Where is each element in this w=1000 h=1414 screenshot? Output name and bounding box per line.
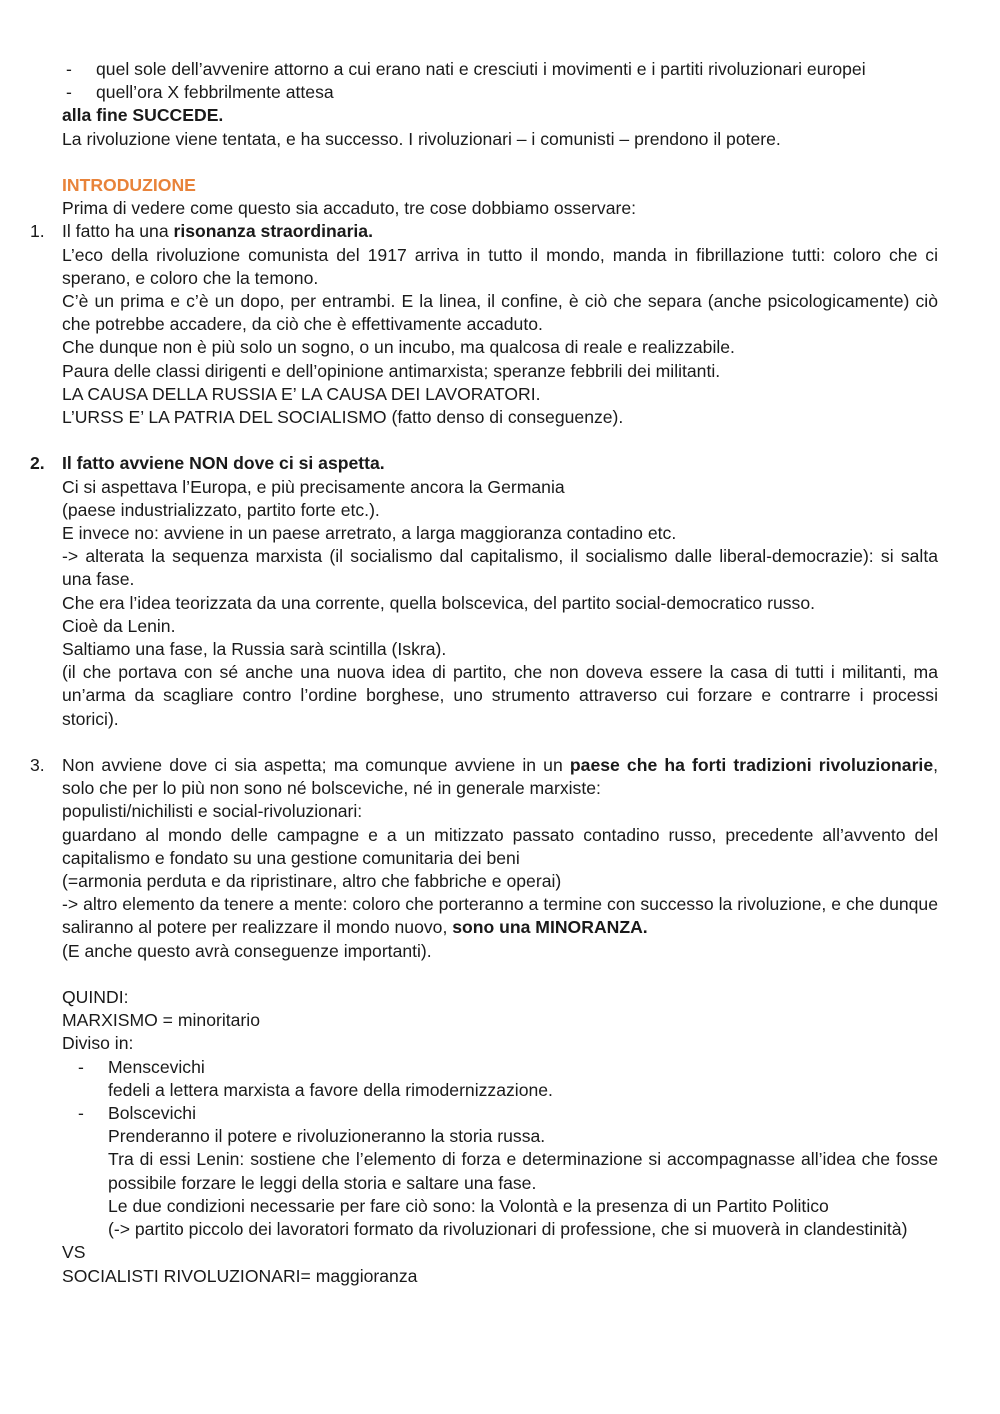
point-1-line: LA CAUSA DELLA RUSSIA E’ LA CAUSA DEI LAVORATORI.: [62, 383, 541, 404]
bullet-dash: -: [66, 59, 72, 79]
section-heading: INTRODUZIONE: [62, 175, 196, 195]
intro-bold: alla fine SUCCEDE.: [62, 105, 224, 126]
point-lead-bold: Il fatto avviene NON dove ci si aspetta.: [62, 453, 385, 474]
intro-line: La rivoluzione viene tentata, e ha successo. I rivoluzionari – i comunisti – prendono il potere.: [62, 128, 781, 149]
point-2-line: -> alterata la sequenza marxista (il socialismo dal capitalismo, il socialismo dalle liberal-democrazie): si salta una fase.: [62, 546, 938, 590]
bolscevichi-item: [78, 1102, 938, 1125]
menscevichi-item: [78, 1056, 938, 1079]
point-2-line: Cioè da Lenin.: [62, 615, 176, 636]
point-3-line: populisti/nichilisti e social-rivoluzionari:: [62, 801, 363, 822]
point-1-line: Paura delle classi dirigenti e dell’opinione antimarxista; speranze febbrili dei militanti.: [62, 360, 721, 381]
point-lead-bold: paese che ha forti tradizioni rivoluzionarie: [569, 755, 934, 776]
point-2: [30, 452, 938, 475]
bullet-text: quell’ora X febbrilmente attesa: [96, 82, 334, 103]
summary-marxismo: MARXISMO = minoritario: [62, 1010, 260, 1031]
bullet-text: quel sole dell’avvenire attorno a cui erano nati e cresciuti i movimenti e i partiti rivoluzionari europei: [96, 59, 866, 79]
point-2-line: (paese industrializzato, partito forte etc.).: [62, 499, 380, 520]
point-number: 1.: [30, 221, 45, 242]
point-lead-tail: , solo che per lo più non sono né bolsceviche, né in generale marxiste:: [62, 755, 938, 799]
intro-bold-line: [62, 104, 938, 127]
point-lead: Non avviene dove ci sia aspetta; ma comunque avviene in un: [62, 755, 570, 776]
bullet-dash: -: [66, 82, 72, 103]
menscevichi-title: Menscevichi: [108, 1056, 205, 1077]
bolscevichi-line: Le due condizioni necessarie per fare ciò sono: la Volontà e la presenza di un Partito Politico: [108, 1195, 829, 1216]
bullet-dash: -: [78, 1056, 84, 1077]
point-2-line: Saltiamo una fase, la Russia sarà scintilla (Iskra).: [62, 639, 447, 660]
point-3: [30, 754, 938, 800]
point-1-line: L’eco della rivoluzione comunista del 1917 arriva in tutto il mondo, manda in fibrillazione tutti: coloro che ci sperano, e coloro che la temono.: [62, 244, 938, 288]
bolscevichi-line: (-> partito piccolo dei lavoratori formato da rivoluzionari di professione, che si muoverà in clandestinità): [108, 1219, 908, 1240]
point-1: [30, 220, 938, 243]
menscevichi-desc: fedeli a lettera marxista a favore della rimodernizzazione.: [108, 1079, 553, 1100]
arrow-text: -> altro elemento da tenere a mente: coloro che porteranno a termine con successo la rivoluzione, e che dunque saliranno al potere per realizzare il mondo nuovo,: [62, 894, 938, 938]
summary-socialisti: SOCIALISTI RIVOLUZIONARI= maggioranza: [62, 1265, 418, 1286]
point-1-line: C’è un prima e c’è un dopo, per entrambi. E la linea, il confine, è ciò che separa (anche psicologicamente) ciò che potrebbe accadere, da ciò che è effettivamente accaduto.: [62, 291, 938, 335]
summary-diviso: Diviso in:: [62, 1033, 134, 1054]
point-2-line: Che era l’idea teorizzata da una corrente, quella bolscevica, del partito social-democratico russo.: [62, 592, 816, 613]
point-3-closing: (E anche questo avrà conseguenze importanti).: [62, 940, 432, 961]
point-1-line: L’URSS E’ LA PATRIA DEL SOCIALISMO (fatto denso di conseguenze).: [62, 407, 624, 428]
document-page: [0, 58, 1000, 1288]
point-lead: Il fatto ha una: [62, 221, 174, 242]
bolscevichi-title: Bolscevichi: [108, 1103, 197, 1124]
intro-bullet: [66, 58, 938, 81]
point-3-line: guardano al mondo delle campagne e a un mitizzato passato contadino russo, precedente all’avvento del capitalismo e fondato su una gestione comunitaria dei beni: [62, 824, 938, 868]
point-3-line: (=armonia perduta e da ripristinare, altro che fabbriche e operai): [62, 871, 562, 892]
point-3-arrow: [62, 893, 938, 939]
point-lead-bold: risonanza straordinaria.: [173, 221, 373, 242]
point-number: 3.: [30, 755, 45, 776]
bolscevichi-line: Prenderanno il potere e rivoluzioneranno la storia russa.: [108, 1126, 546, 1147]
bullet-dash: -: [78, 1103, 84, 1124]
point-2-line: Ci si aspettava l’Europa, e più precisamente ancora la Germania: [62, 476, 565, 497]
intro-bullet: [66, 81, 938, 104]
prelude-line: Prima di vedere come questo sia accaduto, tre cose dobbiamo osservare:: [62, 198, 637, 219]
bolscevichi-line: Tra di essi Lenin: sostiene che l’elemento di forza e determinazione si accompagnasse all’idea che fosse possibile forzare le leggi della storia e saltare una fase.: [108, 1149, 938, 1193]
summary-vs: VS: [62, 1242, 86, 1263]
point-2-line: (il che portava con sé anche una nuova idea di partito, che non doveva essere la casa di tutti i militanti, ma un’arma da scagliare contro l’ordine borghese, uno strumento attraverso cui forzare e contrarre i processi storici).: [62, 662, 938, 729]
arrow-bold: sono una MINORANZA.: [452, 917, 648, 938]
point-2-line: E invece no: avviene in un paese arretrato, a larga maggioranza contadino etc.: [62, 523, 677, 544]
summary-quindi: QUINDI:: [62, 987, 129, 1008]
point-number: 2.: [30, 453, 45, 474]
point-1-line: Che dunque non è più solo un sogno, o un incubo, ma qualcosa di reale e realizzabile.: [62, 337, 735, 358]
